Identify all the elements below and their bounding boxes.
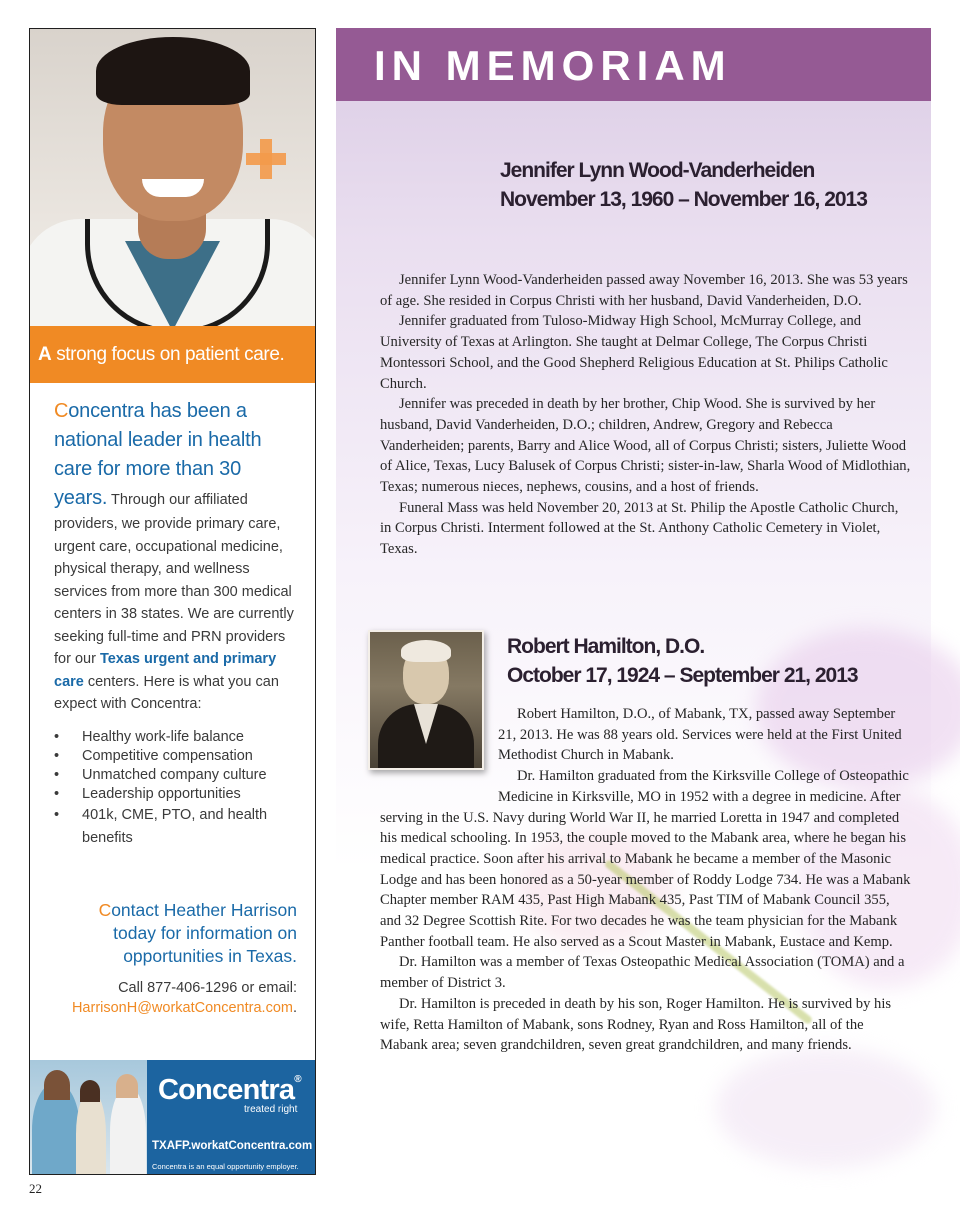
obituary-paragraph: Dr. Hamilton graduated from the Kirksville College of Osteopathic Medicine in Kirksville, MO in 1952 with a degree in medicine. After serving in the U.S. Navy during World War II, he married Loretta in 1947 and completed his medical schooling. In 1953, the couple moved to the Mabank area, where he began his medical practice. Soon after his arrival to Mabank he became a member of the Masonic Lodge and has been honored as a 50-year member of Roddy Lodge 734. He was a Mabank Chapter member RAM 435, Past High Mabank 435, Past TIM of Mabank Council 355, and 32 Degree Scottish Rite. For two decades he was the team physician for the Mabank Panther football team. He also served as a Scout Master in Mabank, Eustace and Kemp. [380, 768, 911, 950]
concentra-logo: Concentra® [158, 1074, 301, 1106]
ad-contact: Contact Heather Harrison today for information on opportunities in Texas. Call 877-406-1296 or email: HarrisonH@workatConcentra.com. [54, 899, 297, 1018]
memoriam-banner [336, 28, 931, 101]
contact-phone: Call 877-406-1296 or email: [118, 980, 297, 996]
contact-email-link[interactable]: HarrisonH@workatConcentra.com [71, 1000, 293, 1016]
website-link[interactable]: TXAFP.workatConcentra.com [152, 1140, 313, 1152]
ad-body [54, 397, 294, 850]
obituary-body [380, 270, 912, 560]
obituary-paragraph: Jennifer was preceded in death by her brother, Chip Wood. She is survived by her husband, David Vanderheiden, D.O.; children, Andrew, Gregory and Rebecca Vanderheiden; parents, Barry and Alice Wood, all of Corpus Christi; sisters, Juliette Wood of Alice, Texas, Lucy Balusek of Corpus Christi; sister-in-law, Sharla Wood of Midlothian, Texas; numerous nieces, nephews, cousins, and a host of friends. [380, 396, 911, 496]
list-item: • 401k, CME, PTO, and health benefits [54, 804, 294, 850]
page-number: 22 [29, 1181, 42, 1196]
concentra-ad [29, 28, 316, 1175]
obituary-paragraph: Robert Hamilton, D.O., of Mabank, TX, passed away September 21, 2013. He was 88 years old. Services were held at the First United Methodist Church in Mabank. [498, 706, 902, 764]
list-item: • Leadership opportunities [54, 785, 294, 804]
obituary-paragraph: Jennifer Lynn Wood-Vanderheiden passed away November 16, 2013. She was 53 years of age. She resided in Corpus Christi with her husband, David Vanderheiden, D.O. [380, 272, 908, 309]
obituary-paragraph: Dr. Hamilton was a member of Texas Osteopathic Medical Association (TOMA) and a member of District 3. [380, 954, 905, 992]
list-item: • Competitive compensation [54, 747, 294, 766]
obituary-heading [500, 156, 867, 214]
contact-heading: Contact Heather Harrison today for information on opportunities in Texas. [98, 900, 297, 966]
staff-photo [30, 1060, 147, 1175]
obituary-name: Robert Hamilton, D.O. [507, 635, 705, 658]
ad-footer [30, 1060, 315, 1175]
obituary-paragraph: Funeral Mass was held November 20, 2013 at St. Philip the Apostle Catholic Church, in Corpus Christi. Interment followed at the St. Anthony Catholic Cemetery in Violet, Texas. [380, 499, 899, 558]
ad-lead-text: Concentra has been a national leader in health care for more than 30 years. [54, 400, 262, 509]
logo-tagline: treated right [244, 1104, 298, 1115]
list-item: • Unmatched company culture [54, 766, 294, 785]
obituary-dates: October 17, 1924 – September 21, 2013 [507, 664, 858, 687]
ad-description: Through our affiliated providers, we provide primary care, urgent care, occupational medicine, physical therapy, and wellness services from more than 300 medical centers in 38 states. We are currently seeking full-time and PRN providers for our Texas urgent and primary care centers. Here is what you can expect with Concentra: [54, 492, 294, 712]
obituary-heading [507, 632, 858, 690]
ad-tagline: A strong focus on patient care. [30, 326, 315, 383]
obituary-paragraph: Jennifer graduated from Tuloso-Midway High School, McMurray College, and University of Texas at Arlington. She taught at Delmar College, The Corpus Christi Montessori School, and the Good Shepherd Religious Education at St. Philips Catholic Church. [380, 313, 888, 392]
ad-highlight-link: Texas urgent and primary care [54, 651, 277, 690]
obituary-name: Jennifer Lynn Wood-Vanderheiden [500, 159, 815, 182]
obituary-dates: November 13, 1960 – November 16, 2013 [500, 188, 867, 211]
obituary-paragraph: Dr. Hamilton is preceded in death by his son, Roger Hamilton. He is survived by his wife, Retta Hamilton of Mabank, sons Rodney, Ryan and Ross Hamilton, all of the Mabank area; seven grandchildren, seven great grandchildren, and many friends. [380, 995, 892, 1054]
medical-cross-icon [246, 139, 286, 179]
doctor-photo [30, 29, 315, 326]
list-item: • Healthy work-life balance [54, 728, 294, 747]
eoe-notice: Concentra is an equal opportunity employer. [152, 1162, 299, 1171]
page-title: IN MEMORIAM [374, 42, 732, 89]
obituary-body [380, 704, 912, 1056]
benefits-list [54, 728, 294, 850]
